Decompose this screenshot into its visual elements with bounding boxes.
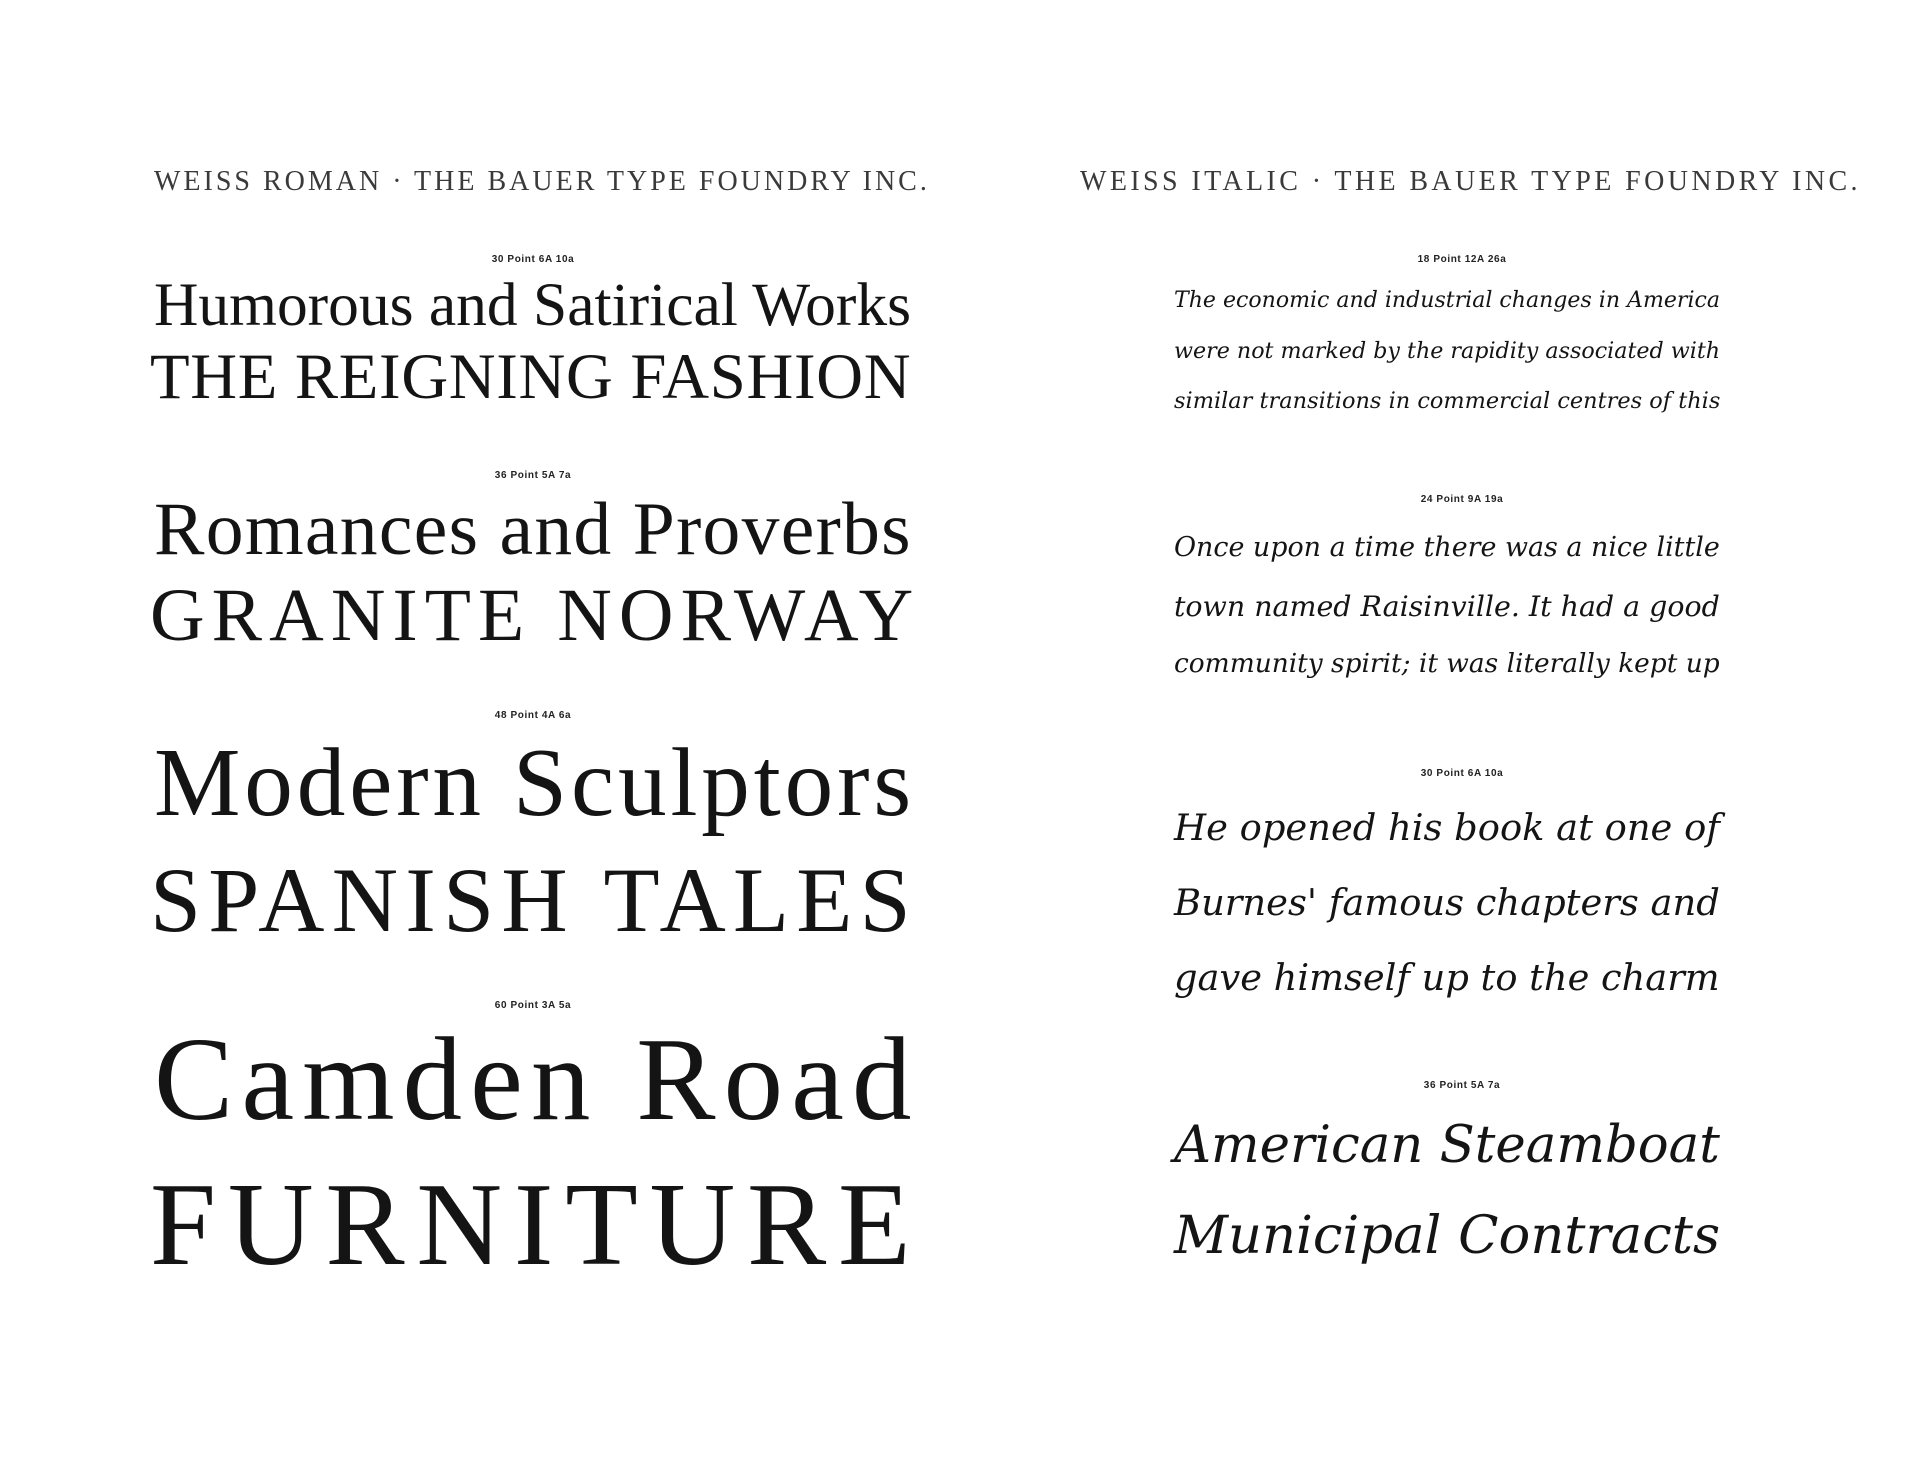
specimen-line: The economic and industrial changes in America (1174, 288, 1720, 313)
size-label: 36 Point 5A 7a (1423, 1080, 1501, 1091)
size-label: 60 Point 3A 5a (494, 1000, 572, 1011)
size-label: 24 Point 9A 19a (1420, 494, 1504, 505)
size-label: 36 Point 5A 7a (494, 470, 572, 481)
specimen-line: Once upon a time there was a nice little (1174, 532, 1720, 563)
specimen-line: GRANITE NORWAY (150, 574, 921, 657)
specimen-line: Modern Sculptors (154, 729, 916, 837)
specimen-line: Municipal Contracts (1174, 1205, 1721, 1266)
specimen-line: FURNITURE (150, 1158, 923, 1290)
specimen-line: community spirit; it was literally kept up (1174, 648, 1720, 679)
specimen-line: Humorous and Satirical Works (154, 271, 912, 339)
specimen-line: He opened his book at one of (1174, 806, 1720, 849)
size-label: 30 Point 6A 10a (1420, 768, 1504, 779)
specimen-line: American Steamboat (1174, 1115, 1720, 1175)
specimen-line: gave himself up to the charm (1174, 956, 1720, 999)
specimen-line: THE REIGNING FASHION (150, 341, 912, 413)
specimen-line: similar transitions in commercial centres of this (1174, 388, 1721, 414)
running-head-right: WEISS ITALIC · THE BAUER TYPE FOUNDRY INC. (1080, 166, 1861, 197)
specimen-line: SPANISH TALES (150, 849, 918, 951)
specimen-line: Romances and Proverbs (154, 488, 912, 571)
right-page-weiss-italic (1040, 0, 1920, 1461)
specimen-line: Camden Road (154, 1013, 920, 1145)
size-label: 30 Point 6A 10a (491, 254, 575, 265)
specimen-line: Burnes' famous chapters and (1174, 881, 1720, 924)
size-label: 18 Point 12A 26a (1417, 254, 1507, 265)
specimen-line: were not marked by the rapidity associated with (1174, 338, 1721, 364)
specimen-line: town named Raisinville. It had a good (1174, 590, 1720, 623)
running-head-left: WEISS ROMAN · THE BAUER TYPE FOUNDRY INC. (154, 166, 930, 197)
size-label: 48 Point 4A 6a (494, 710, 572, 721)
